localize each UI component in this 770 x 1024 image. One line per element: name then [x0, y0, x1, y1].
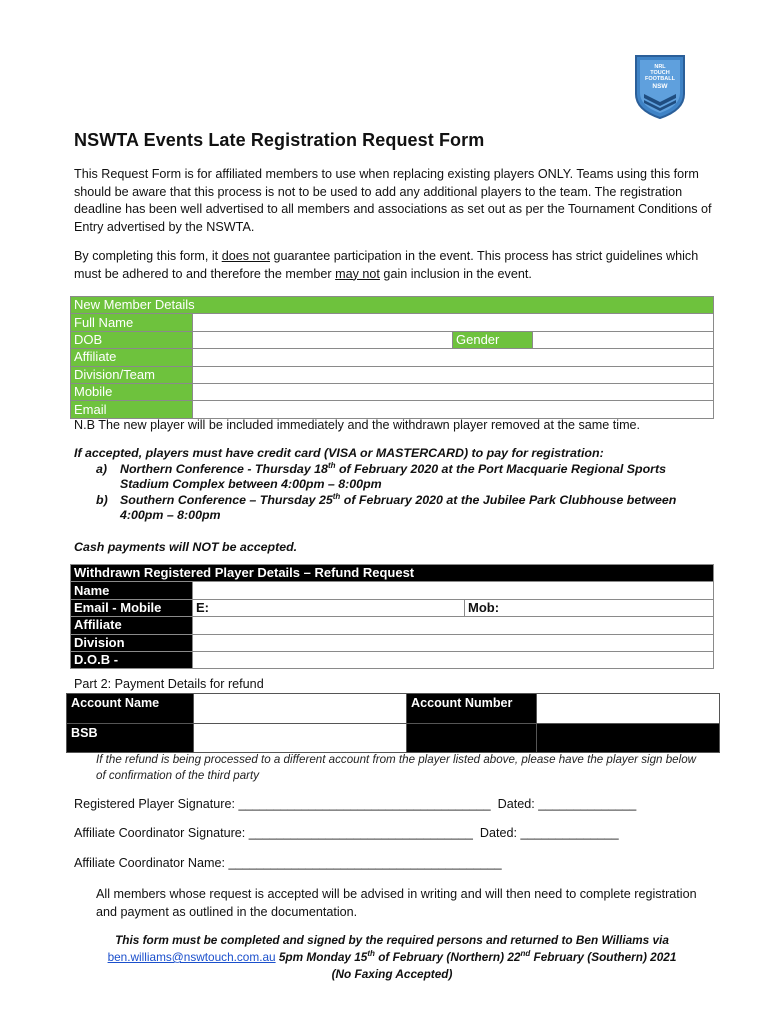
account-name-field[interactable]: [194, 694, 407, 724]
accepted-heading: If accepted, players must have credit card (VISA or MASTERCARD) to pay for registration:: [74, 446, 604, 460]
email-mobile-label: Email - Mobile: [71, 599, 193, 616]
refund-note: If the refund is being processed to a different account from the player listed above, please have the player sign below of confirmation of the third party: [96, 753, 697, 782]
footer-line1: This form must be completed and signed by the required persons and returned to Ben Williams via: [115, 933, 669, 947]
division-label: Division: [71, 634, 193, 651]
account-number-field[interactable]: [537, 694, 720, 724]
player-signature-line[interactable]: Registered Player Signature: ____________________________________ Dated: ______________: [74, 797, 637, 811]
footer-line2: ben.williams@nswtouch.com.au 5pm Monday 15th of February (Northern) 22nd February (Southern) 2021: [107, 949, 677, 964]
page-title: NSWTA Events Late Registration Request Form: [74, 130, 485, 150]
division-team-label: Division/Team: [71, 366, 193, 383]
mobile-label: Mobile: [71, 383, 193, 400]
affiliate-field[interactable]: [193, 349, 714, 366]
logo-line3: FOOTBALL: [645, 76, 675, 82]
coordinator-signature-line[interactable]: Affiliate Coordinator Signature: ________________________________ Dated: ______________: [74, 826, 619, 840]
withdrawn-name-field[interactable]: [193, 582, 714, 599]
dob-label: DOB: [71, 331, 193, 348]
mobile-field[interactable]: [193, 383, 714, 400]
members-paragraph: All members whose request is accepted will be advised in writing and will then need to complete registration and payment as outlined in the documentation.: [96, 887, 697, 919]
new-member-table: [70, 296, 714, 419]
withdrawn-division-field[interactable]: [193, 634, 714, 651]
gender-field[interactable]: [533, 331, 714, 348]
withdrawn-player-table: [70, 564, 714, 669]
nb-note: N.B The new player will be included immediately and the withdrawn player removed at the same time.: [74, 418, 641, 432]
cash-note: Cash payments will NOT be accepted.: [74, 540, 298, 554]
name-label: Name: [71, 582, 193, 599]
withdrawn-mobile-field[interactable]: Mob:: [465, 599, 714, 616]
withdrawn-dob-field[interactable]: [193, 651, 714, 668]
dob-label: D.O.B -: [71, 651, 193, 668]
empty-cell: [537, 723, 720, 753]
bsb-label: BSB: [67, 723, 194, 753]
account-number-label: Account Number: [407, 694, 537, 724]
division-team-field[interactable]: [193, 366, 714, 383]
withdrawn-header: Withdrawn Registered Player Details – Refund Request: [71, 565, 714, 582]
part2-heading: Part 2: Payment Details for refund: [74, 677, 264, 691]
coordinator-name-line[interactable]: Affiliate Coordinator Name: _______________________________________: [74, 856, 502, 870]
email-label: Email: [71, 401, 193, 418]
intro-paragraph: This Request Form is for affiliated members to use when replacing existing players ONLY. Teams using this form should be aware that this process is not to be used to add any additional players to the team. The registration deadline has been well advertised to all members and associations as set out as per the Tournament Conditions of Entry advertised by the NSWTA.: [74, 167, 712, 234]
new-member-header: New Member Details: [71, 297, 714, 314]
affiliate-label: Affiliate: [71, 349, 193, 366]
withdrawn-email-field[interactable]: E:: [193, 599, 465, 616]
footer-instructions: [70, 932, 714, 983]
full-name-field[interactable]: [193, 314, 714, 331]
accepted-section: [74, 446, 714, 524]
gender-label: Gender: [453, 331, 533, 348]
list-item: b) Southern Conference – Thursday 25th of February 2020 at the Jubilee Park Clubhouse between 4:00pm – 8:00pm: [96, 491, 677, 523]
footer-line3: (No Faxing Accepted): [331, 967, 453, 981]
affiliate-label: Affiliate: [71, 617, 193, 634]
logo-line4: NSW: [652, 83, 668, 90]
logo-line2: TOUCH: [650, 70, 670, 76]
payment-table: [66, 693, 720, 753]
full-name-label: Full Name: [71, 314, 193, 331]
bsb-field[interactable]: [194, 723, 407, 753]
email-field[interactable]: [193, 401, 714, 418]
email-link[interactable]: ben.williams@nswtouch.com.au: [107, 950, 276, 964]
nsw-touch-football-logo: [632, 54, 688, 120]
dob-field[interactable]: [193, 331, 453, 348]
empty-cell: [407, 723, 537, 753]
completing-paragraph: By completing this form, it does not guarantee participation in the event. This process has strict guidelines which must be adhered to and therefore the member may not gain inclusion in the event.: [74, 249, 699, 281]
withdrawn-affiliate-field[interactable]: [193, 617, 714, 634]
list-item: a) Northern Conference - Thursday 18th of February 2020 at the Port Macquarie Regional Sports Stadium Complex between 4:00pm – 8:00pm: [96, 460, 666, 492]
account-name-label: Account Name: [67, 694, 194, 724]
logo-line1: NRL: [654, 64, 666, 70]
